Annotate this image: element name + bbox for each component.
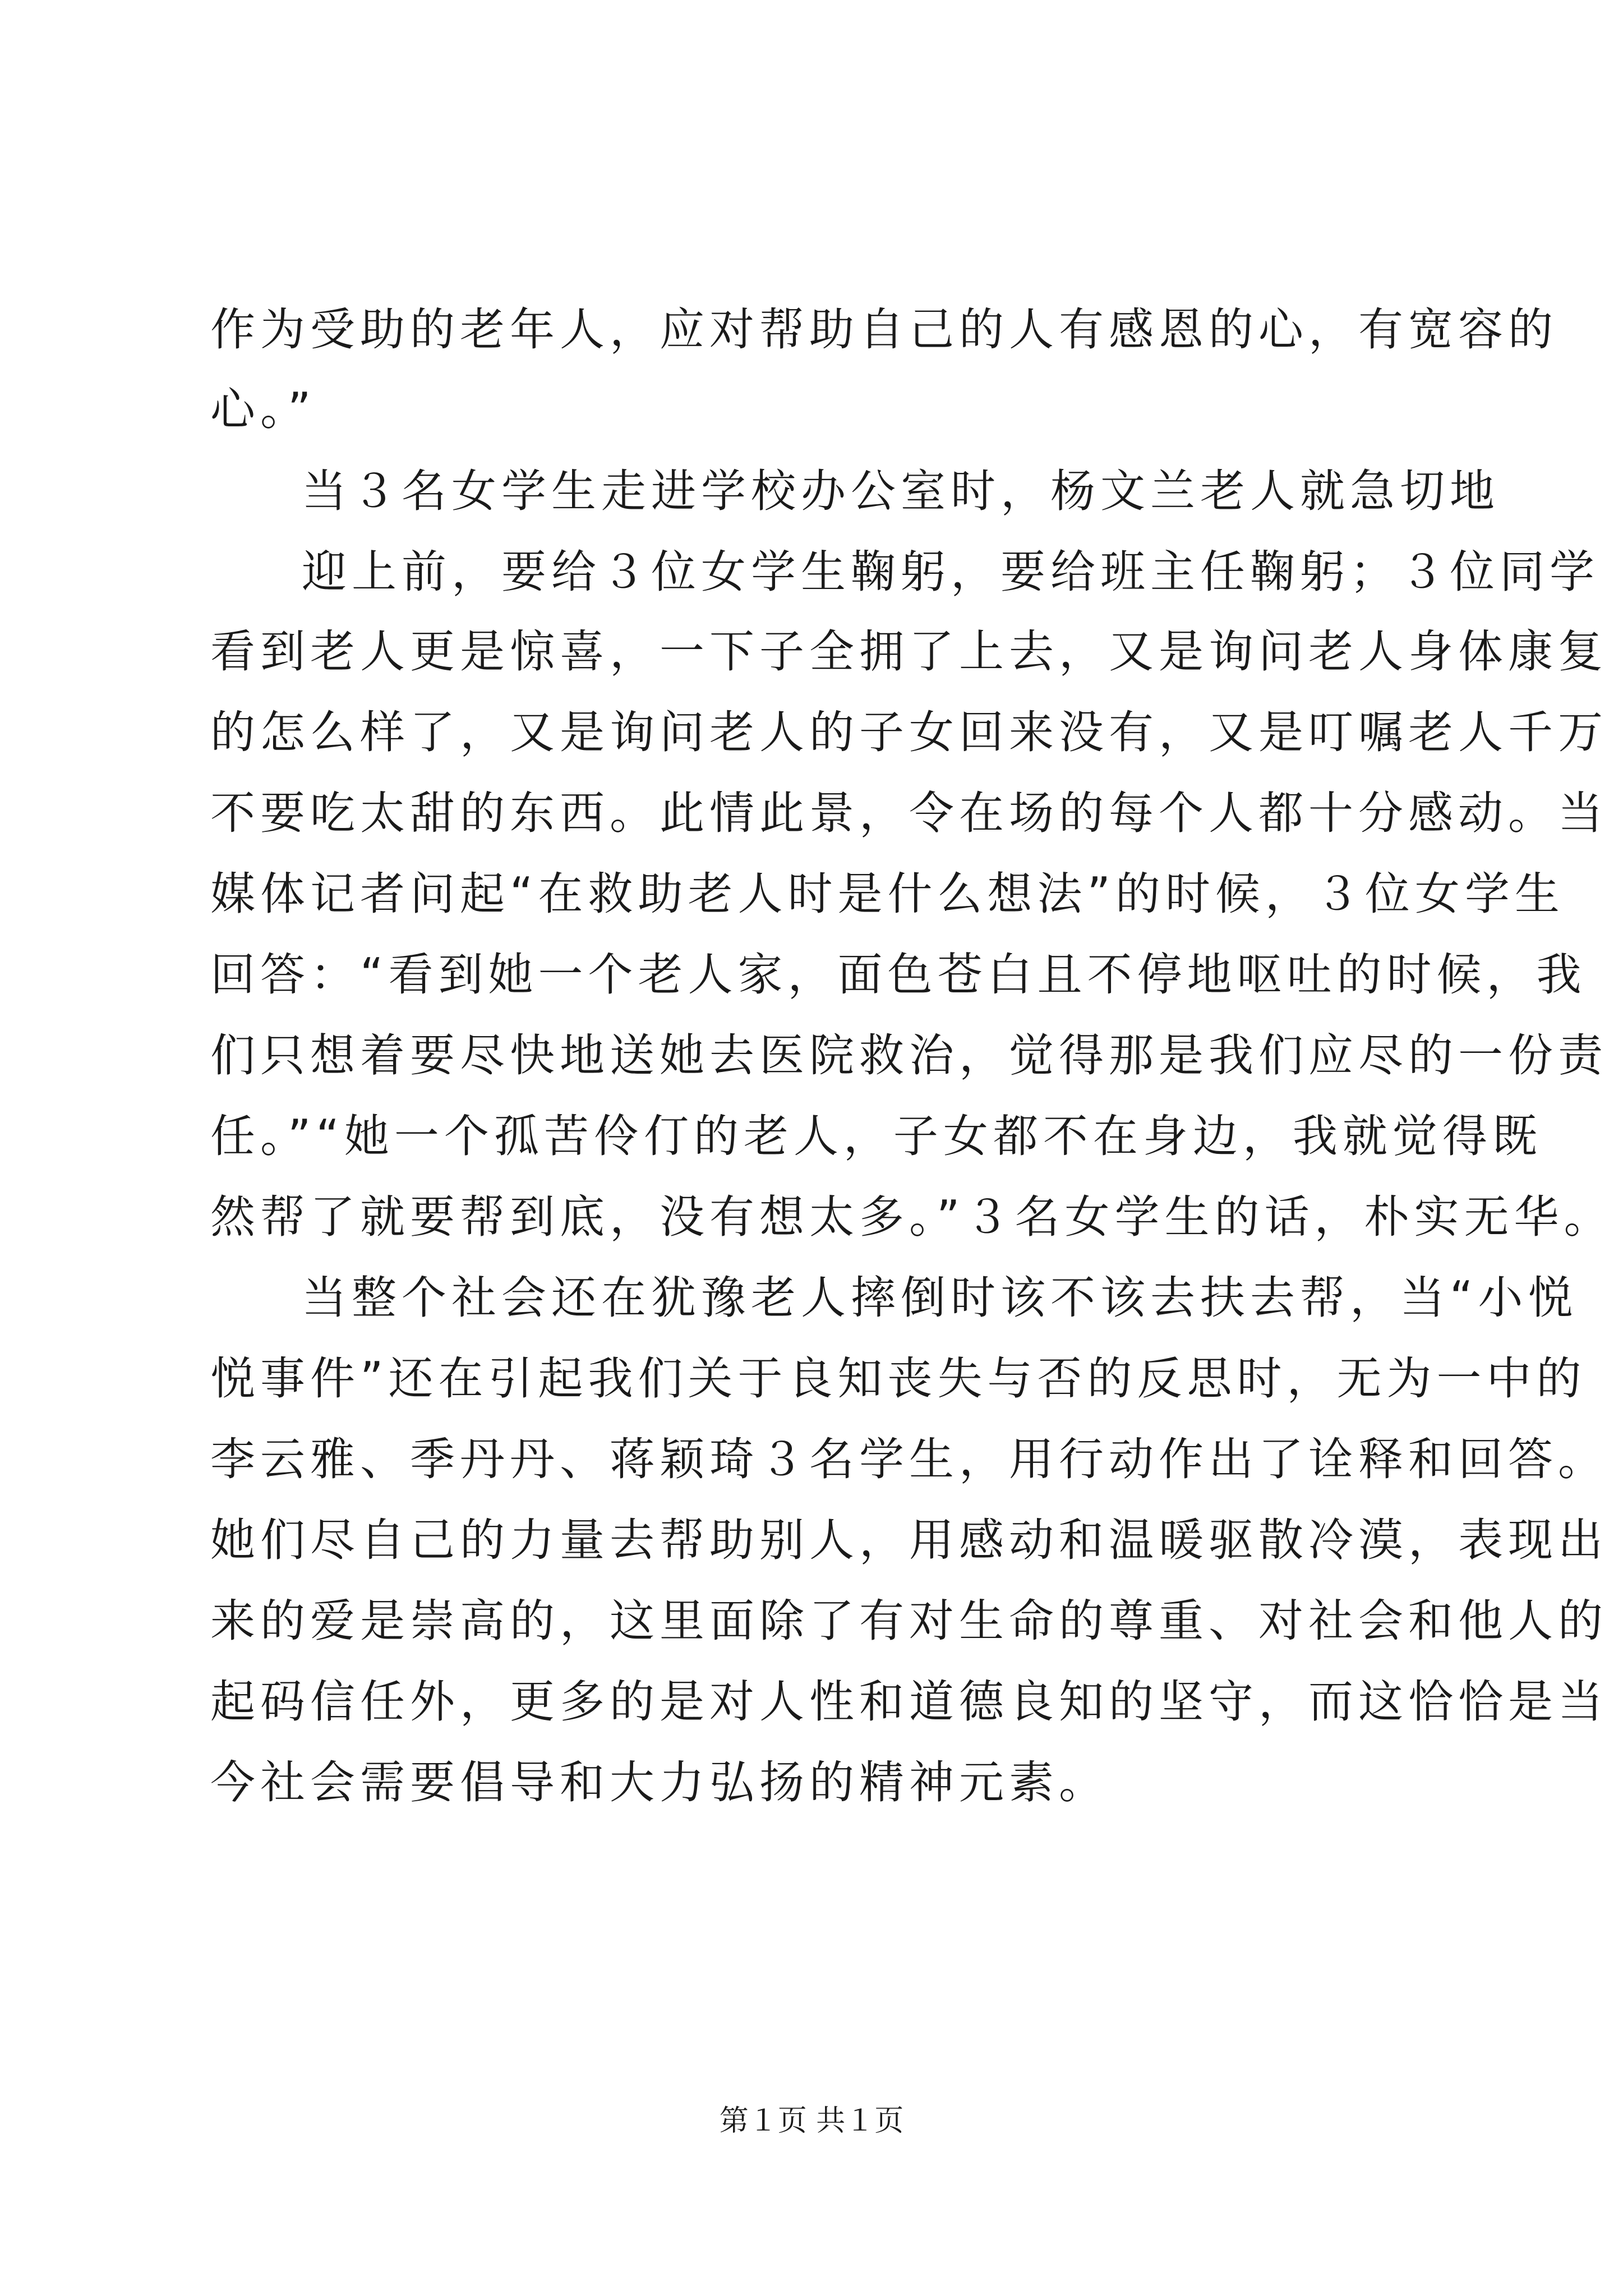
- text-line: 心。”: [210, 383, 316, 435]
- text-line: 然帮了就要帮到底，没有想太多。”３名女学生的话，朴实无华。: [210, 1191, 1614, 1243]
- text-line: 的怎么样了，又是询问老人的子女回来没有，又是叮嘱老人千万: [210, 706, 1608, 758]
- text-line: 她们尽自己的力量去帮助别人，用感动和温暖驱散冷漠，表现出: [210, 1514, 1608, 1566]
- text-line: 悦事件”还在引起我们关于良知丧失与否的反思时，无为一中的: [210, 1352, 1587, 1405]
- text-line: 李云雅、季丹丹、蒋颖琦３名学生，用行动作出了诠释和回答。: [210, 1433, 1608, 1485]
- text-line: 今社会需要倡导和大力弘扬的精神元素。: [210, 1756, 1109, 1809]
- text-line: 当整个社会还在犹豫老人摔倒时该不该去扶去帮，当“小悦: [302, 1272, 1578, 1324]
- text-line: 当３名女学生走进学校办公室时，杨文兰老人就急切地: [302, 465, 1500, 517]
- text-line: 起码信任外，更多的是对人性和道德良知的坚守，而这恰恰是当: [210, 1676, 1608, 1728]
- page-footer: 第１页 共１页: [719, 2104, 904, 2138]
- text-line: 来的爱是崇高的，这里面除了有对生命的尊重、对社会和他人的: [210, 1595, 1608, 1647]
- text-line: 看到老人更是惊喜，一下子全拥了上去，又是询问老人身体康复: [210, 625, 1608, 678]
- text-line: 作为受助的老年人，应对帮助自己的人有感恩的心，有宽容的: [210, 303, 1558, 356]
- text-line: 们只想着要尽快地送她去医院救治，觉得那是我们应尽的一份责: [210, 1029, 1608, 1082]
- text-line: 媒体记者问起“在救助老人时是什么想法”的时候，３位女学生: [210, 868, 1565, 920]
- text-line: 任。”“她一个孤苦伶仃的老人，子女都不在身边，我就觉得既: [210, 1110, 1542, 1162]
- text-line: 迎上前，要给３位女学生鞠躬，要给班主任鞠躬；３位同学: [302, 546, 1599, 598]
- text-line: 回答：“看到她一个老人家，面色苍白且不停地呕吐的时候，我: [210, 949, 1587, 1001]
- text-line: 不要吃太甜的东西。此情此景，令在场的每个人都十分感动。当: [210, 787, 1608, 839]
